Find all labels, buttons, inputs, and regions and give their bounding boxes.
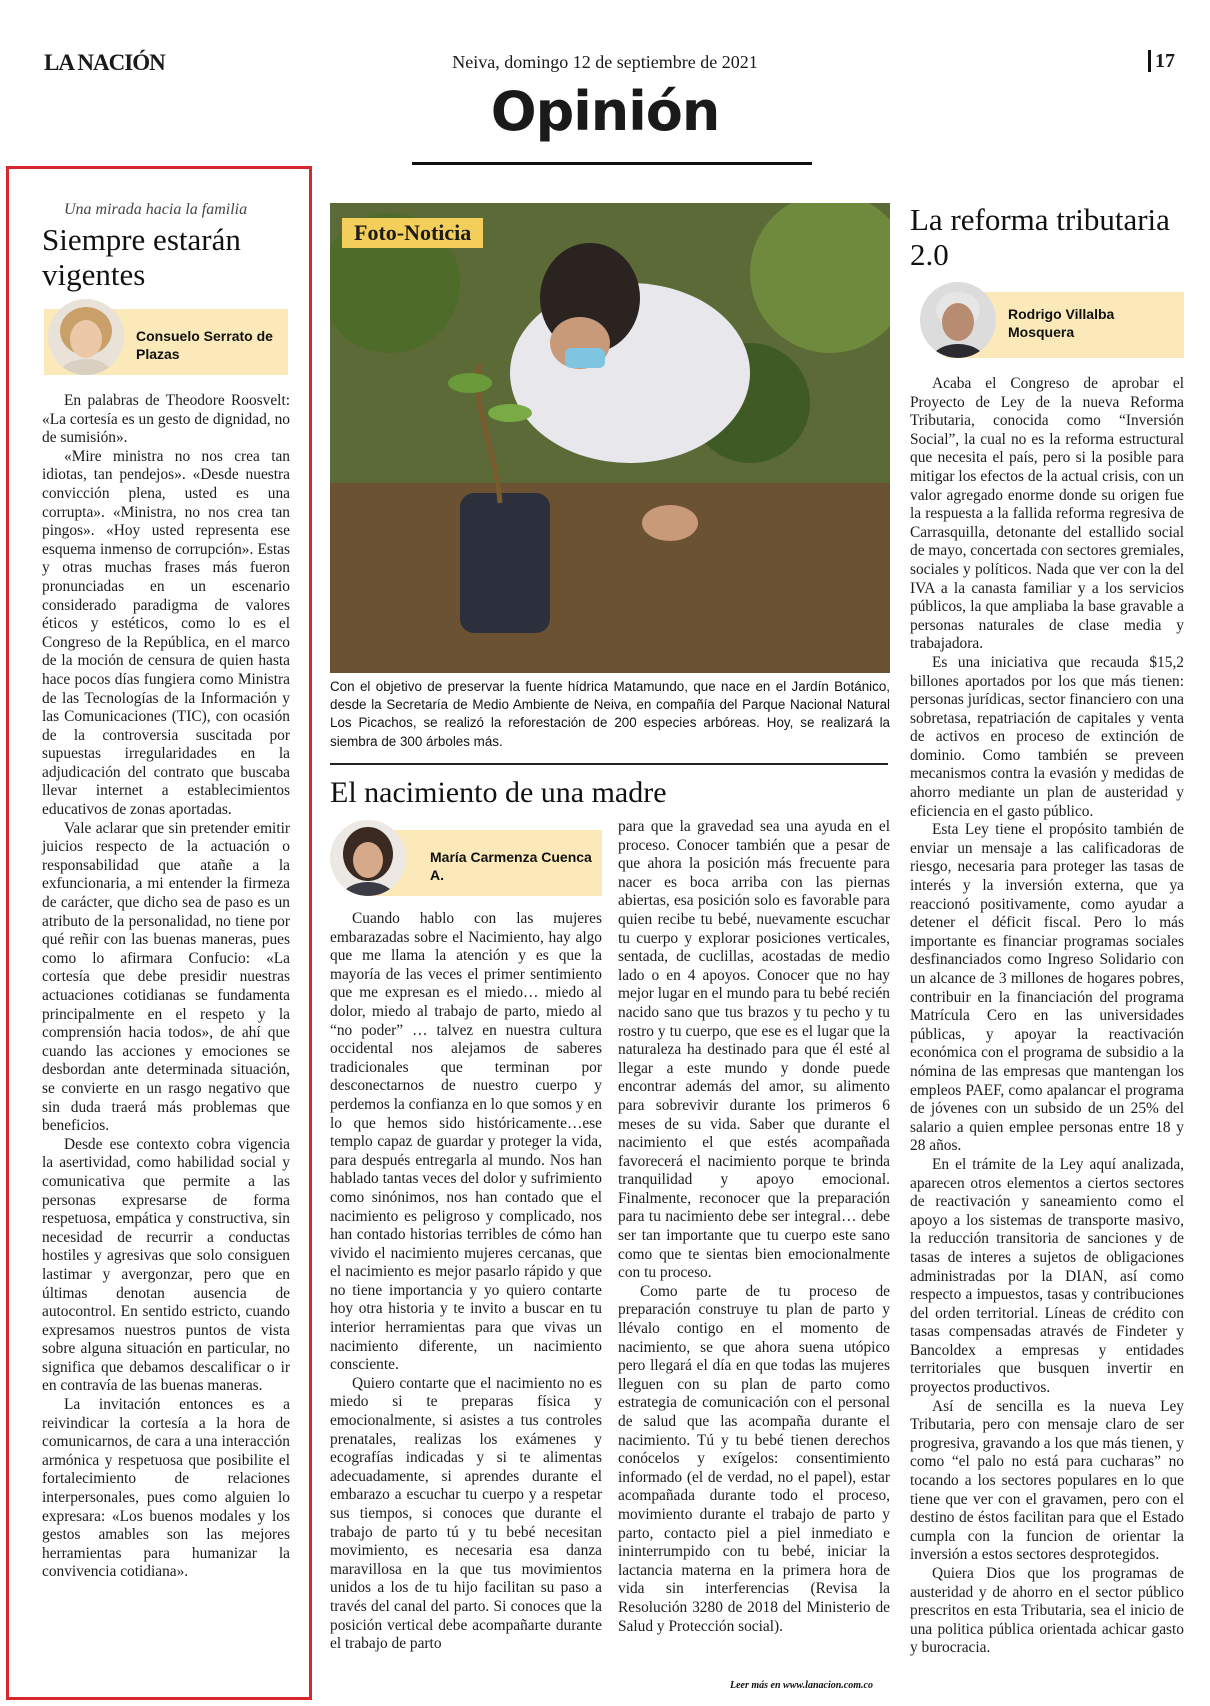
paragraph: Desde ese contexto cobra vigencia la asertividad, como habilidad social y comunicativa que permite a las personas expresarse de forma respetuosa, empática y constructiva, sin necesidad de recurrir a conductas hostiles y agresivas que solo consiguen lastimar y avergonzar, pero que en últimas denotan ausencia de autocontrol. En sentido estricto, cuando expresamos nuestros puntos de vista sobre alguna situación en particular, no significa que debamos descalificar o ir en contravía de las buenas maneras.	[42, 1135, 290, 1395]
edition-date: Neiva, domingo 12 de septiembre de 2021	[452, 52, 758, 72]
page-number: 17	[1148, 50, 1175, 72]
news-photo	[330, 203, 890, 673]
paragraph: Acaba el Congreso de aprobar el Proyecto de Ley de la nueva Reforma Tributaria, conocida como “Inversión Social”, la cual no es la reforma estructural que necesita el país, pero si la posible para mitigar los efectos de la actual crisis, con un valor agregado enorme donde su origen fue la respuesta a la fallida reforma regresiva de Carrasquilla, detonante del estallido social de mayo, concertada con sectores gremiales, sociales y políticos. Nada que ver con la del IVA a la canasta familiar y a los servicios públicos, la que ampliaba la base gravable a personas naturales de clase media y trabajadora.	[910, 375, 1184, 653]
section-divider	[412, 162, 812, 165]
author-photo	[330, 820, 406, 896]
article-title-reforma: La reforma tributaria 2.0	[910, 202, 1170, 272]
author-photo	[48, 299, 124, 375]
paragraph: Vale aclarar que sin pretender emitir juicios respecto de la actuación o responsabilidad que atañe a la exfuncionaria, a mi entender la firmeza de carácter, que dicho sea de paso es un atributo de la personalidad, no tiene por qué reñir con las buenas maneras, pues como lo afirmara Confucio: «La cortesía que debe presidir nuestras actuaciones cotidianas se fundamenta principalmente en el respeto y la comprensión hacia todos», de ahí que cuando las acciones y emociones se desbordan ante determinada situación, se convierte en un rasgo negativo que sin duda traerá más problemas que beneficios.	[42, 819, 290, 1135]
article-title-siempre: Siempre estarán vigentes	[42, 222, 241, 292]
author-portrait-icon	[920, 282, 996, 358]
paragraph: para que la gravedad sea una ayuda en el proceso. Conocer también que a pesar de que ahora la posición más frecuente para nacer es boca arriba con las piernas abiertas, esa posición solo es favorable para quien recibe tu bebé, nuevamente escuchar tu cuerpo y explorar posiciones verticales, sentada, de cuclillas, acostadas de medio lado o en 4 apoyos. Conocer que no hay mejor lugar en el mundo para tu bebé recién nacido sano que tus brazos y tu pecho y tu rostro y tu cuerpo, que ese es el lugar que la naturaleza ha destinado para que él esté al llegar a este mundo y donde puede encontrar además del amor, su alimento para sobrevivir durante los primeros 6 meses de su vida. Saber que durante el nacimiento el que estés acompañada favorecerá el nacimiento porque te brinda tranquilidad y apoyo emocional. Finalmente, reconocer que la preparación para tu nacimiento debe ser integral… debe ser tan importante que tu cuerpo este sano como que te sientas bien emocionalmente con tu proceso.	[618, 818, 890, 1282]
tree-planting-photo	[330, 203, 890, 673]
paragraph: En palabras de Theodore Roosvelt: «La cortesía es un gesto de dignidad, no de sumisión».	[42, 392, 290, 447]
author-portrait-icon	[48, 299, 124, 375]
paragraph: Cuando hablo con las mujeres embarazadas sobre el Nacimiento, hay algo que me llama la atención y es que la mayoría de las veces el primer sentimiento que me expresan es el miedo… miedo al dolor, miedo al trabajo de parto, miedo al “no poder” … talvez en nuestra cultura occidental nos alejamos de saberes tradicionales que terminan por desconectarnos de nuestro cuerpo y perdemos la confianza en lo que somos y en lo que hemos sido históricamente…ese templo capaz de guardar y proteger la vida, para después entregarla al mundo. Nos han hablado tantas veces del dolor y sufrimiento como sinónimos, nos han contado que el nacimiento es peligroso y complicado, nos han contado historias terribles de cómo han vivido el nacimiento mujeres cercanas, que el nacimiento es mejor pasarlo rápido y que no tiene importancia y yo quiero contarte hoy otra historia y te invito a buscar en tu interior herramientas para que vivas un nacimiento diferente, un nacimiento consciente.	[330, 910, 602, 1374]
photo-caption: Con el objetivo de preservar la fuente hídrica Matamundo, que nace en el Jardín Botánico, desde la Secretaría de Medio Ambiente de Neiva, en compañía del Parque Nacional Natural Los Picachos, se realizó la reforestación de 200 especies arbóreas. Hoy, se realizará la siembra de 300 árboles más.	[330, 679, 890, 749]
caption-divider	[330, 763, 888, 765]
article-body	[910, 375, 1184, 1658]
author-photo	[920, 282, 996, 358]
author-name: Consuelo Serrato de Plazas	[136, 328, 273, 362]
paragraph: Es una iniciativa que recauda $15,2 billones aportados por los que más tienen: personas jurídicas, sector financiero con una sobretasa, repatriación de capitales y venta de activos en proceso de extinción de dominio. Como también se preveen mecanismos contra la evasión y medidas de ahorro mediante un plan de austeridad y eficiencia en el gasto público.	[910, 653, 1184, 820]
section-title: Opinión	[490, 80, 720, 143]
paragraph: Quiero contarte que el nacimiento no es miedo si te preparas física y emocionalmente, si asistes a tus controles prenatales, realizas los exámenes y ecografías indicadas y si te alimentas adecuadamente, si aprendes durante el embarazo a escuchar tu cuerpo y a respetar sus tiempos, si conoces que durante el trabajo de parto tú y tu bebé necesitan movimiento, es necesaria esa danza maravillosa en la que tus movimientos unidos a los de tu hijo facilitan su paso a través del canal del parto. Si conoces que la posición vertical debe acompañarte durante el trabajo de parto	[330, 1374, 602, 1653]
newspaper-logo: LA NACIÓN	[44, 50, 165, 75]
paragraph: Esta Ley tiene el propósito también de enviar un mensaje a las calificadoras de riesgo, necesaria para proteger las tasas de interés y la inversión externa, que ya reaccionó positivamente, como ayudar a detener el déficit fiscal. Pero lo más importante es financiar programas sociales desfinanciados como Ingreso Solidario con un alcance de 3 millones de hogares pobres, contribuir en la financiación del programa Matrícula Cero en las universidades públicas, y apoyar la reactivación económica con el programa de subsidio a la nómina de las empresas que mantengan los empleos PAEF, como apalancar el programa de jóvenes con un subsido de un 25% del salario a quien emplee personas entre 18 y 28 años.	[910, 821, 1184, 1155]
article-kicker: Una mirada hacia la familia	[64, 201, 248, 218]
author-portrait-icon	[330, 820, 406, 896]
paragraph: Quiera Dios que los programas de austeridad y de ahorro en el sector público prescritos en esta Tributaria, sea el inicio de una politica pública orientada achicar gasto y burocracia.	[910, 1565, 1184, 1657]
photo-news-tag: Foto-Noticia	[342, 218, 483, 248]
read-more-link[interactable]: Leer más en www.lanacion.com.co	[730, 1680, 873, 1691]
author-name: María Carmenza Cuenca A.	[430, 849, 592, 883]
article-title-nacimiento: El nacimiento de una madre	[330, 776, 667, 809]
paragraph: Así de sencilla es la nueva Ley Tributaria, pero con mensaje claro de ser progresiva, gravando a los que más tienen, y como “el palo no está para cucharas” no tocando a los sectores populares en lo que tiene que ver con el gravamen, pero con el destino de éstos facilitan para que el Estado cumpla con la funcion de orientar la inversión a estos sectores desprotegidos.	[910, 1397, 1184, 1564]
paragraph: Como parte de tu proceso de preparación construye tu plan de parto y llévalo contigo en el momento de nacimiento, se que ahora suena utópico pero llegará el día en que todas las mujeres lleguen con su plan de parto como estrategia de comunicación con el personal de salud que las acompaña durante el nacimiento. Tú y tu bebé tienen derechos conócelos y exígelos: consentimiento informado (el de verdad, no el papel), estar acompañada durante todo el proceso, movimiento durante el trabajo de parto y parto, contacto piel a piel inmediato e ininterrumpido con tu bebé, iniciar la lactancia materna en la primera hora de vida sin interferencias (Revisa la Resolución 3280 de 2018 del Ministerio de Salud y Protección social).	[618, 1282, 890, 1635]
article-body	[42, 392, 290, 1582]
author-name: Rodrigo Villalba Mosquera	[1008, 306, 1115, 340]
article-body-col2	[618, 818, 890, 1636]
article-body-col1	[330, 910, 602, 1654]
paragraph: La invitación entonces es a reivindicar la cortesía a la hora de comunicarnos, de cara a una interacción armónica y respetuosa que posibilite el fortalecimiento de relaciones interpersonales, pues como alguien lo expresara: «Los buenos modales y los gestos amables son las mejores herramientas para humanizar la convivencia cotidiana».	[42, 1396, 290, 1581]
paragraph: En el trámite de la Ley aquí analizada, aparecen otros elementos a ciertos sectores de reactivación y saneamiento como el apoyo a los sistemas de transporte masivo, la reducción transitoria de sanciones y de tasas de interes a sujetos de obligaciones administradas por la DIAN, así como respecto a impuestos, tasas y contribuciones del orden territorial. Líneas de crédito con tasas compensadas através de Findeter y Bancoldex a empresas y entidades territoriales que busquen invertir en proyectos productivos.	[910, 1155, 1184, 1397]
paragraph: «Mire ministra no nos crea tan idiotas, tan pendejos». «Desde nuestra convicción plena, usted es una corrupta». «Ministra, no nos crea tan pingos». «Hoy usted representa ese esquema inmenso de corrupción». Estas y otras muchas frases más fueron pronunciadas en un escenario considerado paradigma de valores éticos y estéticos, como lo es el Congreso de la República, en el marco de la moción de censura de quien hasta hace pocos días fungiera como Ministra de las Tecnologías de la Información y las Comunicaciones (TIC), con ocasión de la controversia suscitada por supuestas irregularidades en la adjudicación del contrato que buscaba llevar internet a establecimientos educativos de zonas aportadas.	[42, 447, 290, 819]
